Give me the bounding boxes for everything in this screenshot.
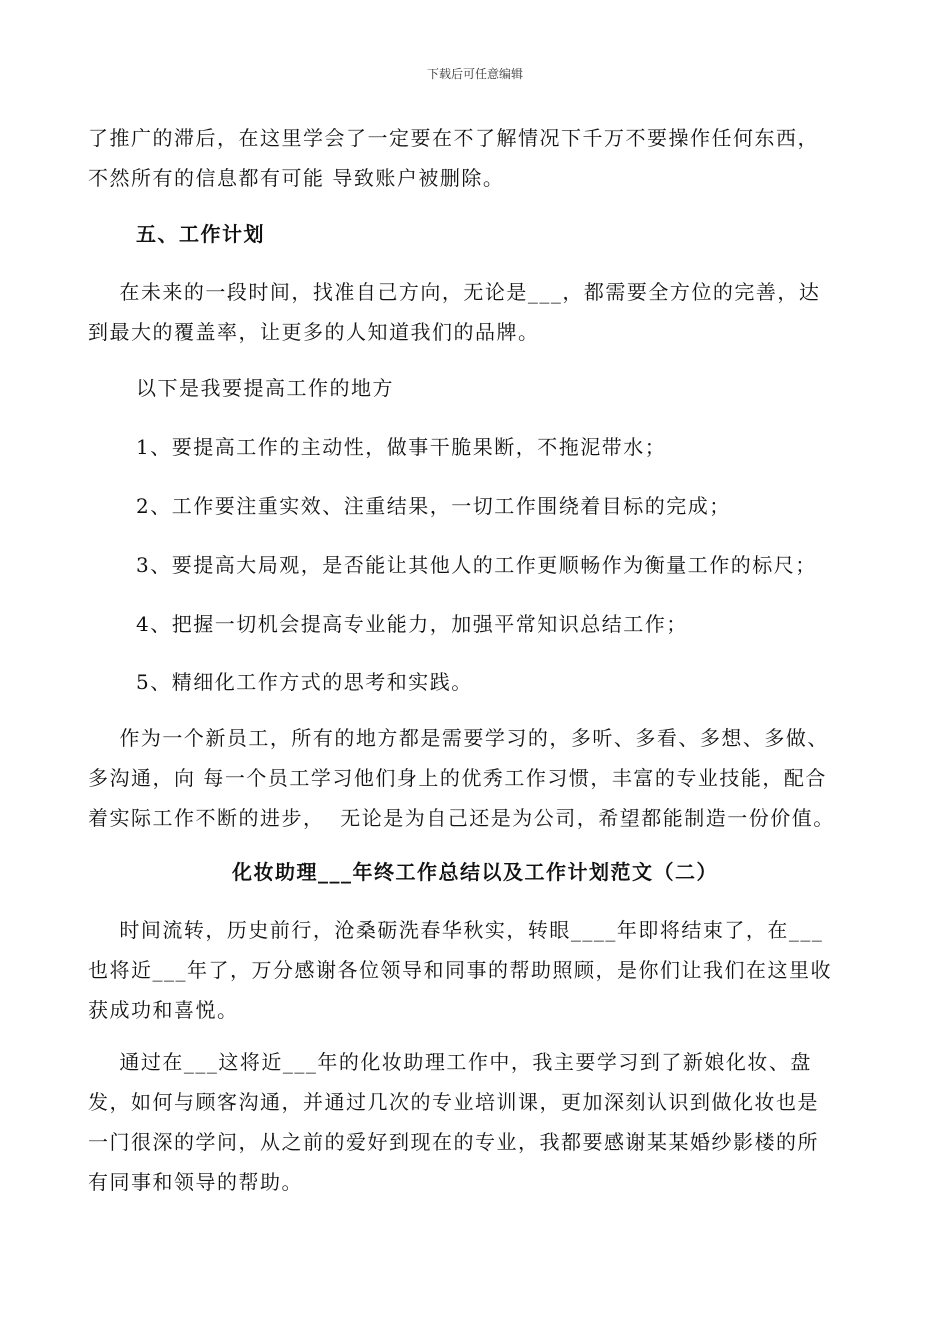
text-line: 作为一个新员工，所有的地方都是需要学习的，多听、多看、多想、多做、 <box>88 726 829 750</box>
paragraph-work-plan <box>88 272 868 352</box>
text-line: 通过在___这将近___年的化妆助理工作中，我主要学习到了新娘化妆、盘 <box>88 1050 812 1074</box>
text-line: 时间流转，历史前行，沧桑砺洗春华秋实，转眼____年即将结束了，在___ <box>88 918 824 942</box>
page-header: 下载后可任意编辑 <box>426 67 523 81</box>
list-item: 2、工作要注重实效、注重结果，一切工作围绕着目标的完成； <box>136 494 731 518</box>
paragraph-intro-list: 以下是我要提高工作的地方 <box>136 376 394 400</box>
text-line: 也将近___年了，万分感谢各位领导和同事的帮助照顾，是你们让我们在这里收 <box>88 958 832 982</box>
paragraph-continuation <box>88 118 868 198</box>
text-line: 发，如何与顾客沟通，并通过几次的专业培训课，更加深刻认识到做化妆也是 <box>88 1090 819 1114</box>
text-line: 一门很深的学问，从之前的爱好到现在的专业，我都要感谢某某婚纱影楼的所 <box>88 1130 819 1154</box>
list-item: 3、要提高大局观，是否能让其他人的工作更顺畅作为衡量工作的标尺； <box>136 553 817 577</box>
text-line: 多沟通，向 每一个员工学习他们身上的优秀工作习惯，丰富的专业技能，配合 <box>88 766 827 790</box>
text-line: 到最大的覆盖率，让更多的人知道我们的品牌。 <box>88 320 540 344</box>
paragraph-makeup-work <box>88 1042 868 1202</box>
list-item: 1、要提高工作的主动性，做事干脆果断，不拖泥带水； <box>136 435 667 459</box>
section-title: 化妆助理___年终工作总结以及工作计划范文（二） <box>232 860 718 884</box>
text-line: 了推广的滞后，在这里学会了一定要在不了解情况下千万不要操作任何东西， <box>88 126 819 150</box>
section-heading: 五、工作计划 <box>136 222 265 246</box>
list-item: 4、把握一切机会提高专业能力，加强平常知识总结工作； <box>136 612 688 636</box>
paragraph-new-employee <box>88 718 868 838</box>
list-item: 5、精细化工作方式的思考和实践。 <box>136 670 473 694</box>
text-line: 不然所有的信息都有可能 导致账户被删除。 <box>88 166 505 190</box>
text-line: 获成功和喜悦。 <box>88 998 239 1022</box>
text-line: 着实际工作不断的进步， 无论是为自己还是为公司，希望都能制造一份价值。 <box>88 806 835 830</box>
text-line: 有同事和领导的帮助。 <box>88 1170 303 1194</box>
text-line: 在未来的一段时间，找准自己方向，无论是___，都需要全方位的完善，达 <box>88 280 821 304</box>
paragraph-time-flows <box>88 910 868 1030</box>
